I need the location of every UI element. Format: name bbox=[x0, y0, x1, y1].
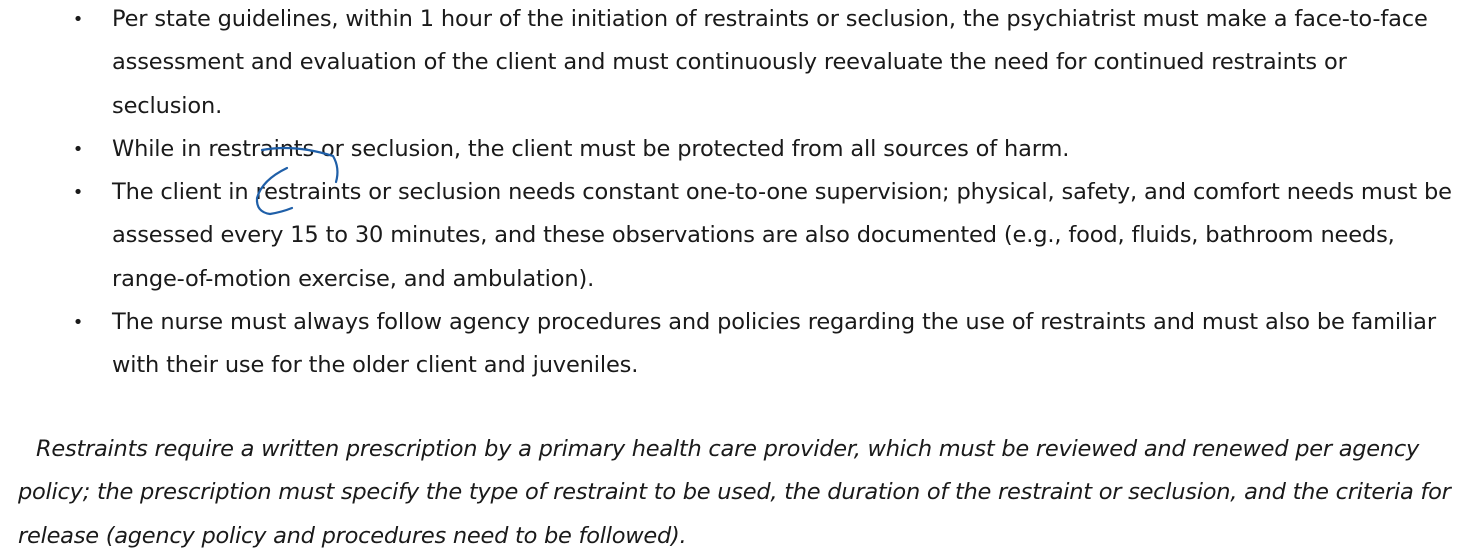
bullet-item-3 bbox=[0, 171, 1472, 301]
bullet-item-1 bbox=[0, 0, 1472, 128]
bullet-text-2: While in restraints or seclusion, the client must be protected from all sources of harm. bbox=[112, 135, 1070, 162]
bullet-item-2 bbox=[0, 128, 1472, 171]
bullet-text-3: The client in restraints or seclusion needs constant one-to-one supervision; physical, safety, and comfort needs must be assessed every 15 to 30 minutes, and these observations are also documented (e.g., food, fluids, bathroom needs, range-of-motion exercise, and ambulation). bbox=[112, 179, 1452, 292]
bullet-text-4: The nurse must always follow agency procedures and policies regarding the use of restraints and must also be familiar with their use for the older client and juveniles. bbox=[112, 309, 1436, 379]
bullet-item-4 bbox=[0, 301, 1472, 388]
bullet-icon: • bbox=[72, 312, 84, 334]
bullet-icon: • bbox=[72, 9, 84, 30]
bullet-icon: • bbox=[72, 182, 84, 204]
bullet-text-1: Per state guidelines, within 1 hour of the initiation of restraints or seclusion, the psychiatrist must make a face-to-face assessment and evaluation of the client and must continuously reevaluate the need for continued restraints or seclusion. bbox=[112, 6, 1428, 119]
italic-note: Restraints require a written prescription by a primary health care provider, which must be reviewed and renewed per agency policy; the prescription must specify the type of restraint to be used, the duration of the restraint or seclusion, and the criteria for release (agency policy and procedures need to be followed). bbox=[18, 436, 1451, 549]
bullet-icon: • bbox=[72, 138, 84, 160]
